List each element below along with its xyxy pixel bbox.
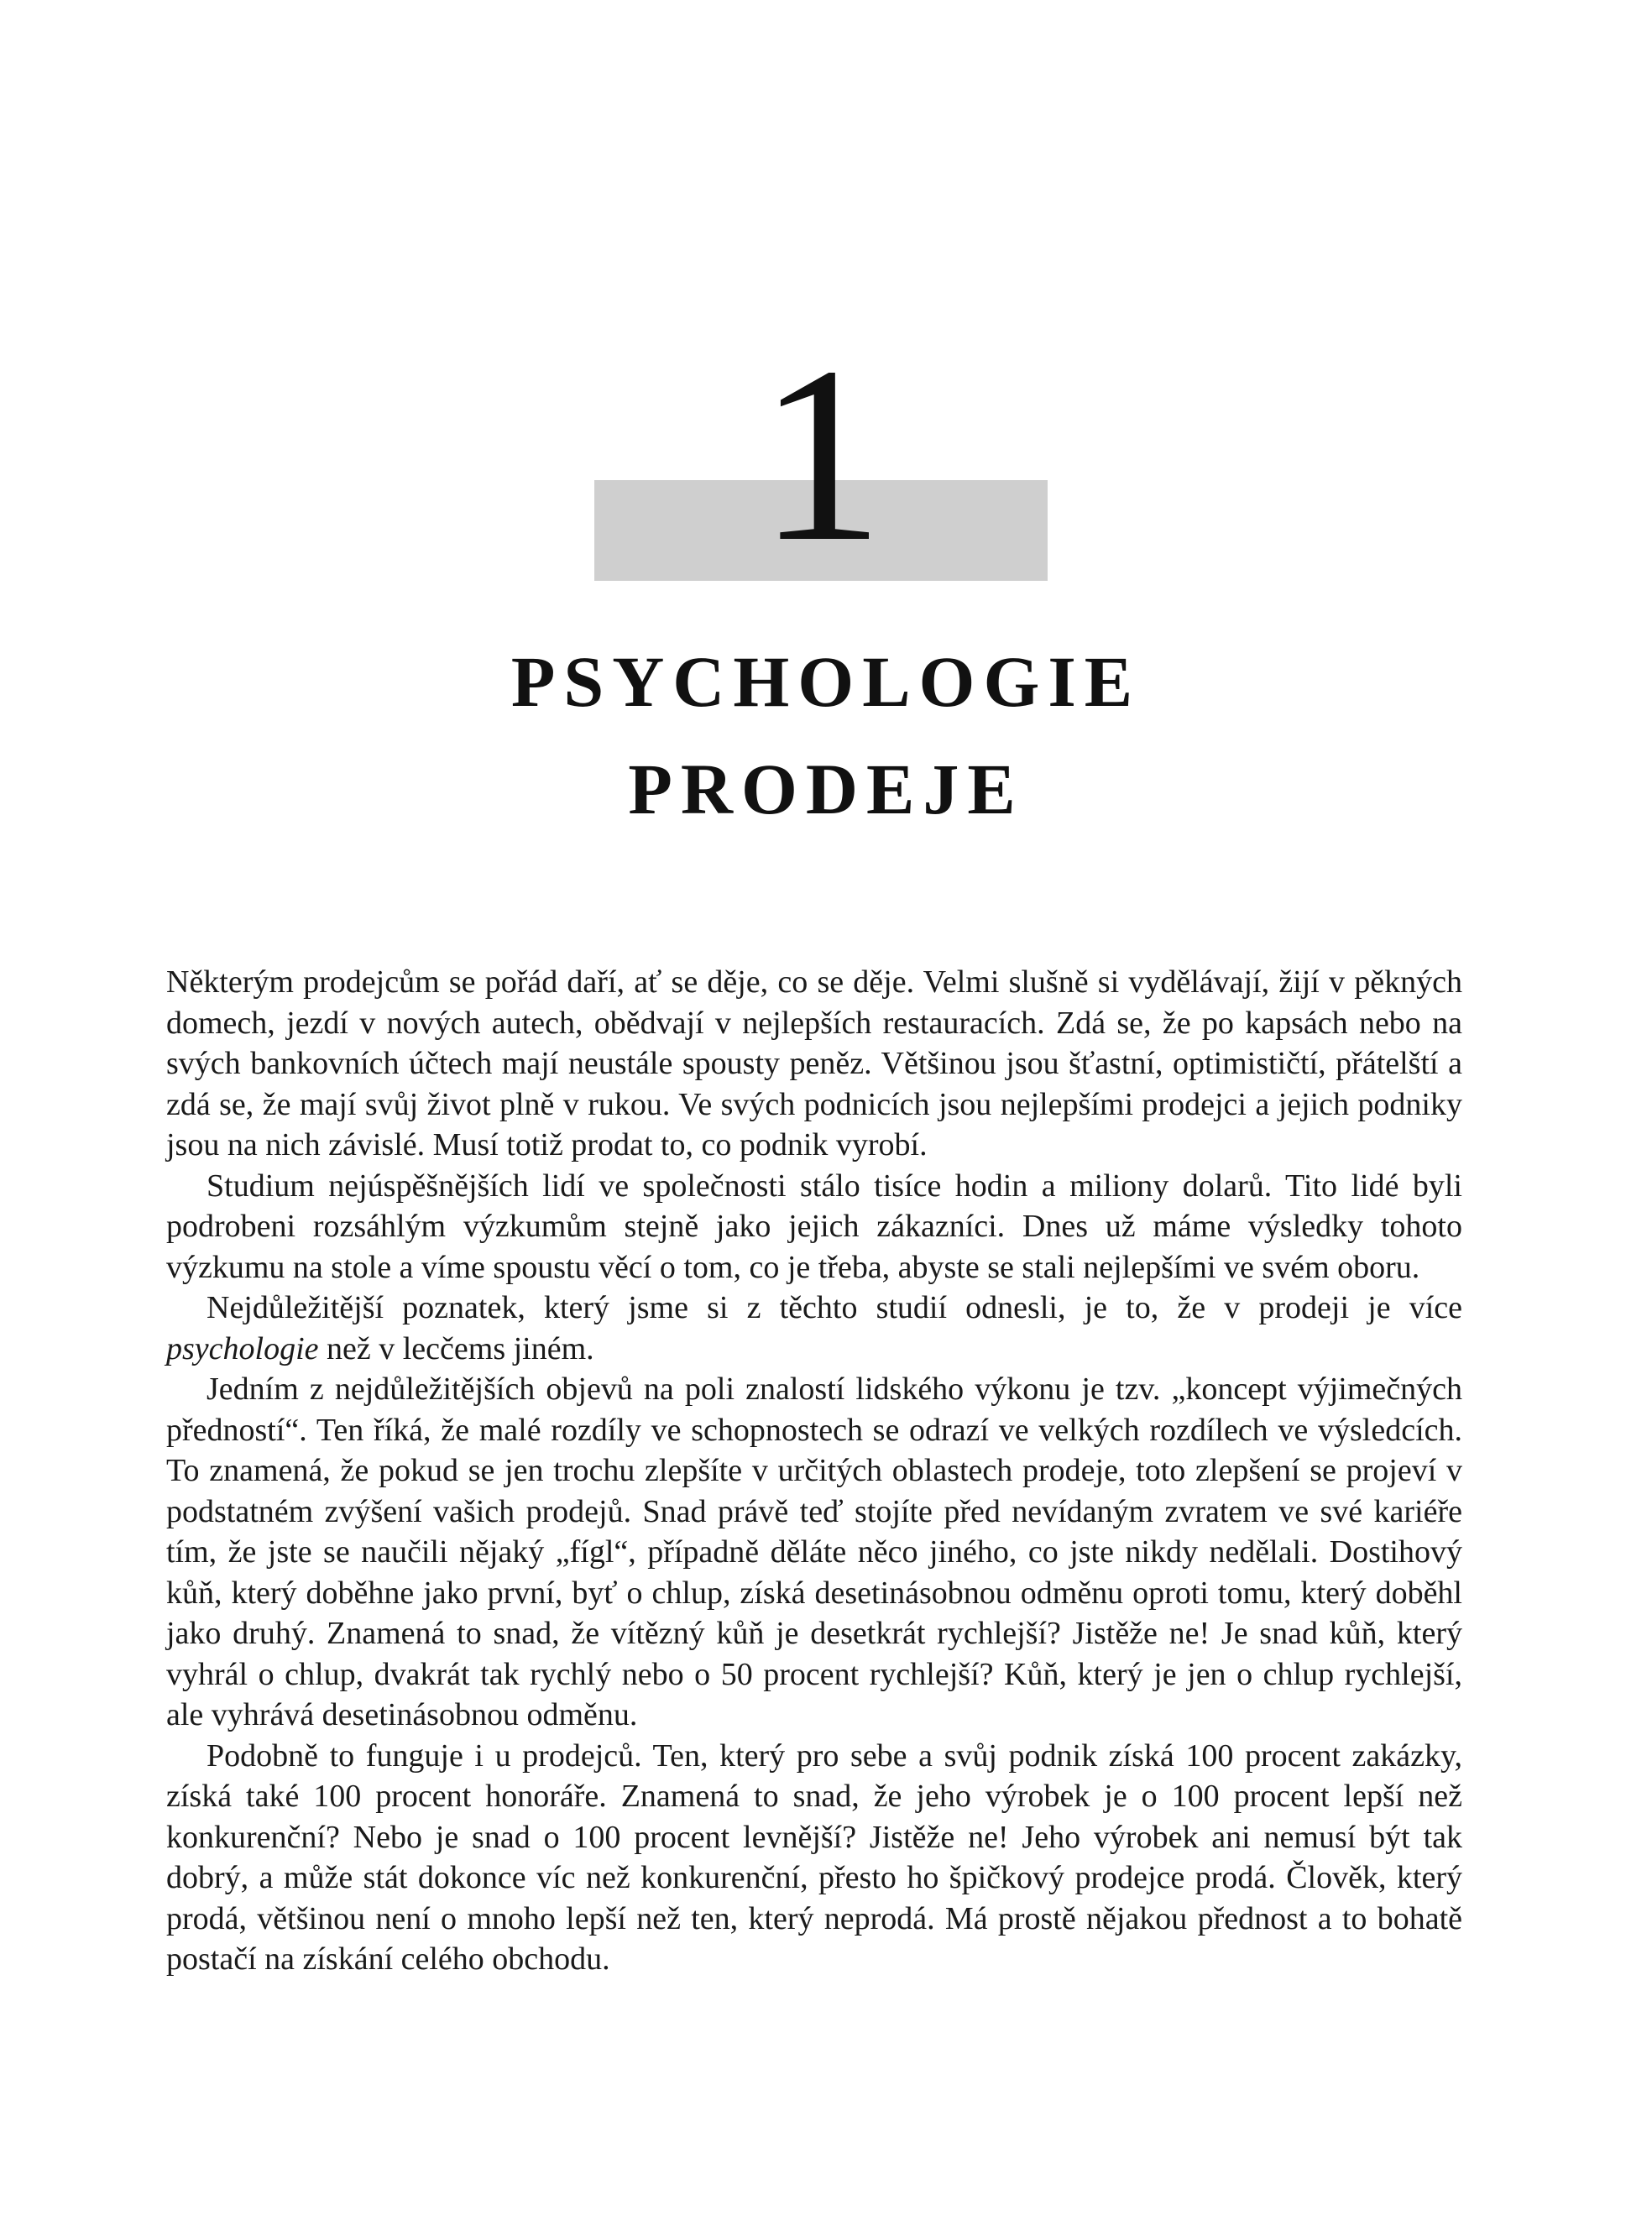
- paragraph-3-start: Nejdůležitější poznatek, který jsme si z těchto studií odnesli, je to, že v prodeji je více: [206, 1290, 1462, 1325]
- chapter-number: 1: [758, 315, 884, 593]
- paragraph-5: Podobně to funguje i u prodejců. Ten, který pro sebe a svůj podnik získá 100 procent zakázky, získá také 100 procent honoráře. Znamená to snad, že jeho výrobek je o 100 procent lepší než konkurenční? Nebo je snad o 100 procent levnější? Jistěže ne! Jeho výrobek ani nemusí být tak dobrý, a může stát dokonce víc než konkurenční, přesto ho špičkový prodejce prodá. Člověk, který prodá, většinou není o mnoho lepší než ten, který neprodá. Má prostě nějakou přednost a to bohatě postačí na získání celého obchodu.: [166, 1737, 1462, 1977]
- paragraph-3: [166, 1288, 1462, 1369]
- paragraph-3-end: než v lecčems jiném.: [318, 1330, 594, 1366]
- chapter-body: [166, 962, 1462, 1980]
- paragraph-1: Některým prodejcům se pořád daří, ať se děje, co se děje. Velmi slušně si vydělávají, žijí v pěkných domech, jezdí v nových autech, obědvají v nejlepších restauracích. Zdá se, že po kapsách nebo na svých bankovních účtech mají neustále spousty peněz. Většinou jsou šťastní, optimističtí, přátelští a zdá se, že mají svůj život plně v rukou. Ve svých podnicích jsou nejlepšími prodejci a jejich podniky jsou na nich závislé. Musí totiž prodat to, co podnik vyrobí.: [166, 964, 1462, 1163]
- chapter-title-line-2: PRODEJE: [628, 749, 1024, 829]
- paragraph-2: Studium nejúspěšnějších lidí ve společnosti stálo tisíce hodin a miliony dolarů. Tito lidé byli podrobeni rozsáhlým výzkumům stejně jako jejich zákazníci. Dnes už máme výsledky tohoto výzkumu na stole a víme spoustu věcí o tom, co je třeba, abyste se stali nejlepšími ve svém oboru.: [166, 1168, 1462, 1285]
- chapter-title-line-1: PSYCHOLOGIE: [510, 641, 1142, 722]
- paragraph-4: Jedním z nejdůležitějších objevů na poli znalostí lidského výkonu je tzv. „koncept výjimečných předností“. Ten říká, že malé rozdíly ve schopnostech se odrazí ve velkých rozdílech ve výsledcích. To znamená, že pokud se jen trochu zlepšíte v určitých oblastech prodeje, toto zlepšení se projeví v podstatném zvýšení vašich prodejů. Snad právě teď stojíte před nevídaným zvratem ve své kariéře tím, že jste se naučili nějaký „fígl“, případně děláte něco jiného, co jste nikdy nedělali. Dostihový kůň, který doběhne jako první, byť o chlup, získá desetinásobnou odměnu oproti tomu, který doběhl jako druhý. Znamená to snad, že vítězný kůň je desetkrát rychlejší? Jistěže ne! Je snad kůň, který vyhrál o chlup, dvakrát tak rychlý nebo o 50 procent rychlejší? Kůň, který je jen o chlup rychlejší, ale vyhrává desetinásobnou odměnu.: [166, 1372, 1462, 1732]
- paragraph-3-emphasis: psychologie: [166, 1330, 319, 1366]
